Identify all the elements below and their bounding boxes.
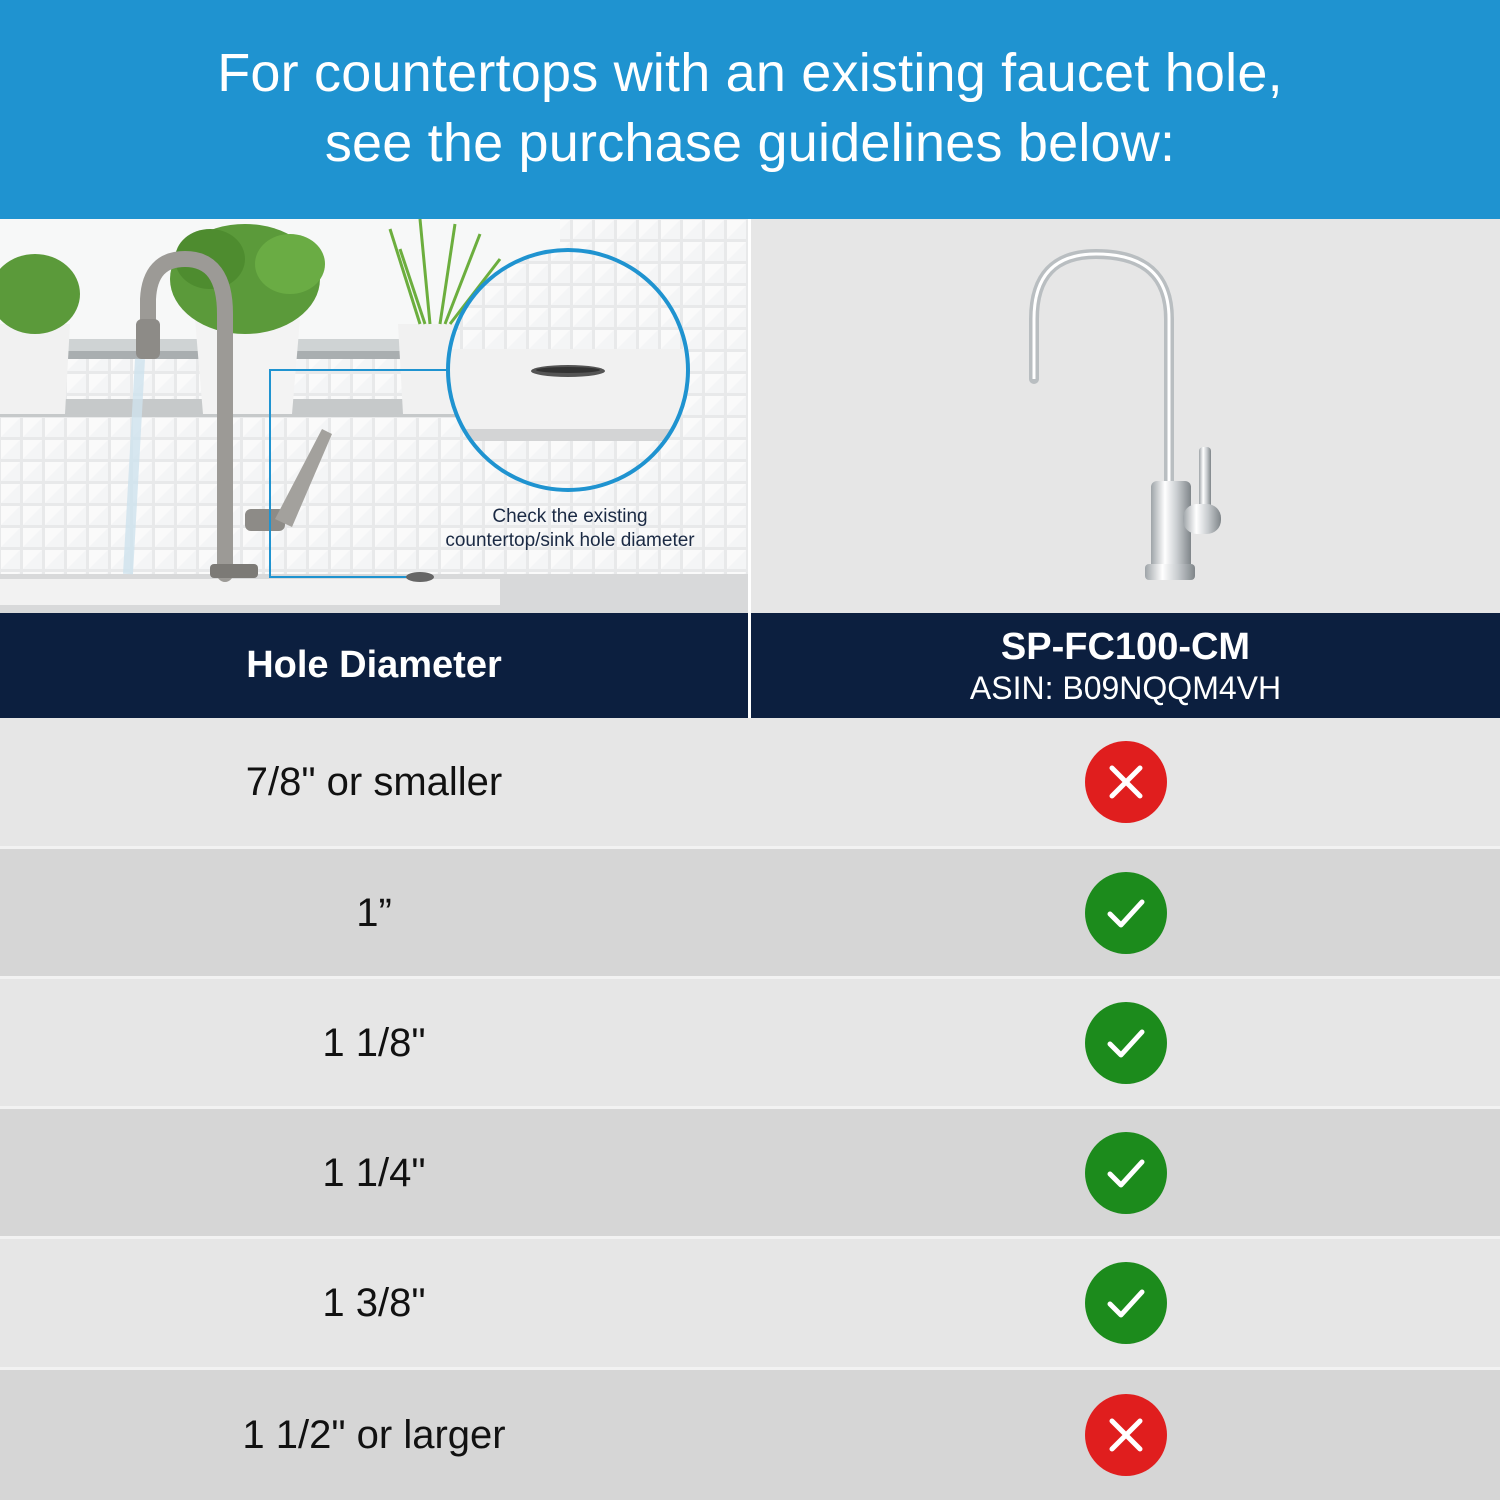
product-faucet-image (751, 219, 1500, 613)
hole-diameter-heading: Hole Diameter (246, 644, 502, 686)
kitchen-sink-photo (0, 219, 748, 613)
fit-cell (751, 849, 1500, 977)
row-divider (0, 976, 1500, 979)
fit-cell (751, 1109, 1500, 1237)
table-row (0, 1370, 1500, 1500)
fit-cell (751, 1370, 1500, 1500)
caption-line1: Check the existing (492, 506, 648, 527)
asin-label: ASIN: B09NQQM4VH (969, 669, 1282, 706)
check-icon (1085, 1132, 1167, 1214)
table-header-model (751, 613, 1500, 718)
hole-size-cell: 7/8" or smaller (245, 759, 503, 804)
kitchen-scene-illustration (0, 219, 748, 613)
hole-size-cell: 1 1/8" (322, 1020, 426, 1065)
row-divider (0, 846, 1500, 849)
x-icon (1085, 741, 1167, 823)
banner-title-line2: see the purchase guidelines below: (324, 112, 1176, 173)
hole-size-cell: 1” (356, 890, 392, 935)
hole-size-cell: 1 3/8" (322, 1280, 426, 1325)
banner (0, 0, 1500, 219)
table-header-hole-diameter (0, 613, 748, 718)
table-row (0, 718, 1500, 846)
x-icon (1085, 1394, 1167, 1476)
hole-size-cell: 1 1/2" or larger (242, 1412, 506, 1457)
row-divider (0, 1106, 1500, 1109)
model-number: SP-FC100-CM (1000, 625, 1251, 668)
check-icon (1085, 1262, 1167, 1344)
row-divider (0, 1367, 1500, 1370)
fit-cell (751, 1239, 1500, 1367)
banner-title (217, 38, 1283, 178)
fit-cell (751, 979, 1500, 1107)
row-divider (0, 1236, 1500, 1239)
table-row (0, 1239, 1500, 1367)
hole-diameter-caption (400, 505, 740, 553)
check-icon (1085, 1002, 1167, 1084)
table-row (0, 979, 1500, 1107)
fit-cell (751, 718, 1500, 846)
table-row (0, 1109, 1500, 1237)
caption-line2: countertop/sink hole diameter (445, 530, 695, 551)
hole-size-cell: 1 1/4" (322, 1150, 426, 1195)
check-icon (1085, 872, 1167, 954)
table-row (0, 849, 1500, 977)
faucet-image (751, 219, 1500, 613)
banner-title-line1: For countertops with an existing faucet hole, (217, 42, 1283, 103)
